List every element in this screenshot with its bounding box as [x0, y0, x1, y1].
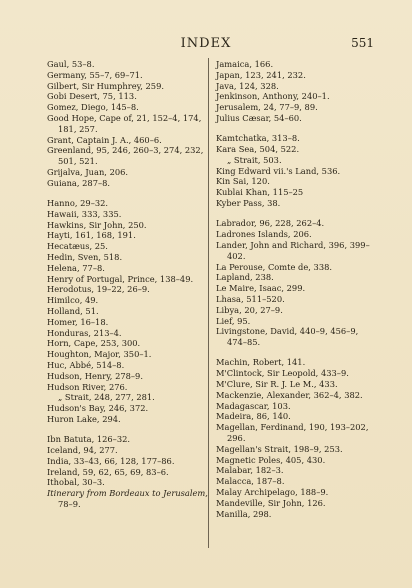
index-entry-continuation: 296.	[227, 433, 246, 443]
index-entry: Horn, Cape, 253, 300.	[47, 338, 141, 349]
index-entry-continuation: 181, 257.	[58, 123, 98, 134]
index-entry: Guiana, 287–8.	[47, 177, 111, 188]
index-entry: Ibn Batuta, 126–32.	[47, 434, 131, 445]
index-entry: Magnetic Poles, 405, 430.	[216, 454, 326, 465]
letter-section-gap	[216, 348, 381, 358]
index-entry: Kin Sai, 120.	[216, 176, 270, 187]
page-number: 551	[351, 36, 374, 50]
index-entry: Lief, 95.	[216, 315, 251, 326]
index-entry: King Edward vii.'s Land, 536.	[216, 165, 341, 176]
index-entry: Jamaica, 166.	[216, 59, 274, 69]
index-entry: Kara Sea, 504, 522.	[216, 144, 300, 155]
index-entry: M'Clintock, Sir Leopold, 433–9.	[216, 368, 349, 379]
index-entry: Le Maire, Isaac, 299.	[216, 283, 306, 294]
letter-section-gap	[47, 425, 204, 435]
index-column-right	[216, 59, 381, 519]
index-entry: Lapland, 238.	[216, 272, 274, 283]
index-entry: Huron Lake, 294.	[47, 414, 121, 424]
index-entry: Grant, Captain J. A., 460–6.	[47, 134, 162, 145]
page-header	[0, 36, 412, 52]
index-entry: Hudson River, 276.	[47, 381, 128, 392]
index-entry: Java, 124, 328.	[216, 80, 279, 91]
index-entry: Good Hope, Cape of, 21, 152–4, 174,	[47, 112, 202, 123]
index-entry: Malay Archipelago, 188–9.	[216, 486, 329, 497]
index-entry: Machin, Robert, 141.	[216, 357, 306, 368]
index-entry: Helena, 77–8.	[47, 262, 105, 273]
index-entry: Germany, 55–7, 69–71.	[47, 69, 143, 80]
index-entry: Lander, John and Richard, 396, 399–	[216, 239, 370, 250]
index-entry: Ladrones Islands, 206.	[216, 229, 312, 240]
index-entry: Hanno, 29–32.	[47, 198, 109, 209]
index-entry: Hayti, 161, 168, 191.	[47, 230, 136, 241]
index-entry: Kublai Khan, 115–25	[216, 187, 304, 198]
index-entry: Gobi Desert, 75, 113.	[47, 91, 137, 102]
index-entry: Japan, 123, 241, 232.	[216, 69, 306, 80]
index-entry: Livingstone, David, 440–9, 456–9,	[216, 326, 359, 337]
index-entry: Manilla, 298.	[216, 508, 272, 519]
index-entry: Houghton, Major, 350–1.	[47, 349, 152, 360]
index-column-left	[47, 59, 208, 510]
index-entry-continuation: „ Strait, 503.	[227, 154, 282, 165]
index-entry: Hudson's Bay, 246, 372.	[47, 403, 149, 414]
index-entry-continuation: „ Strait, 248, 277, 281.	[58, 392, 155, 403]
index-entry-continuation: 402.	[227, 250, 246, 261]
index-entry: Julius Cæsar, 54–60.	[216, 112, 302, 123]
index-entry-continuation: 501, 521.	[58, 156, 98, 167]
index-entry: Grijalva, Juan, 206.	[47, 166, 129, 177]
index-entry: Mackenzie, Alexander, 362–4, 382.	[216, 389, 363, 400]
index-entry: Labrador, 96, 228, 262–4.	[216, 218, 325, 229]
index-entry: La Perouse, Comte de, 338.	[216, 261, 333, 272]
index-entry: Magellan, Ferdinand, 190, 193–202,	[216, 422, 369, 433]
index-entry: Greenland, 95, 246, 260–3, 274, 232,	[47, 145, 204, 156]
index-entry: Malabar, 182–3.	[216, 465, 284, 476]
letter-section-gap	[216, 124, 381, 134]
index-entry: Holland, 51.	[47, 306, 99, 317]
column-divider	[208, 58, 209, 548]
index-entry: Huc, Abbé, 514–8.	[47, 360, 125, 371]
index-entry: Ireland, 59, 62, 65, 69, 83–6.	[47, 466, 169, 477]
index-entry: Ithobal, 30–3.	[47, 477, 105, 488]
index-entry: Madeira, 86, 140.	[216, 411, 291, 422]
letter-section-gap	[216, 209, 381, 219]
index-entry: Madagascar, 103.	[216, 400, 291, 411]
index-entry: Gaul, 53–8.	[47, 59, 95, 69]
index-entry: Hawaii, 333, 335.	[47, 208, 122, 219]
index-entry: Lhasa, 511–520.	[216, 293, 285, 304]
index-entry: Itinerary from Bordeaux to Jerusalem,	[47, 488, 208, 499]
page-title: INDEX	[180, 36, 232, 51]
index-entry: Himilco, 49.	[47, 295, 99, 306]
index-entry: Kyber Pass, 38.	[216, 198, 281, 209]
index-entry: Hecatæus, 25.	[47, 241, 108, 252]
index-entry: Malacca, 187–8.	[216, 476, 285, 487]
index-entry: Mandeville, Sir John, 126.	[216, 497, 326, 508]
index-entry: Jerusalem, 24, 77–9, 89.	[216, 102, 318, 113]
index-entry: Hedin, Sven, 518.	[47, 252, 123, 263]
index-entry: India, 33–43, 66, 128, 177–86.	[47, 455, 175, 466]
index-entry: Magellan's Strait, 198–9, 253.	[216, 443, 343, 454]
index-entry: Herodotus, 19–22, 26–9.	[47, 284, 150, 295]
index-entry: Honduras, 213–4.	[47, 327, 122, 338]
index-entry: Jenkinson, Anthony, 240–1.	[216, 91, 330, 102]
letter-section-gap	[47, 189, 204, 199]
index-entry: M'Clure, Sir R. J. Le M., 433.	[216, 379, 338, 390]
index-entry: Gomez, Diego, 145–8.	[47, 102, 139, 113]
index-entry: Henry of Portugal, Prince, 138–49.	[47, 273, 194, 284]
index-entry: Homer, 16–18.	[47, 316, 109, 327]
index-entry-continuation: 78–9.	[58, 499, 81, 510]
index-entry: Gilbert, Sir Humphrey, 259.	[47, 80, 164, 91]
index-entry: Hawkins, Sir John, 250.	[47, 219, 147, 230]
index-entry: Kamtchatka, 313–8.	[216, 133, 300, 144]
index-entry: Iceland, 94, 277.	[47, 445, 118, 456]
index-entry: Hudson, Henry, 278–9.	[47, 370, 143, 381]
index-entry: Libya, 20, 27–9.	[216, 304, 283, 315]
index-entry-continuation: 474–85.	[227, 337, 261, 348]
